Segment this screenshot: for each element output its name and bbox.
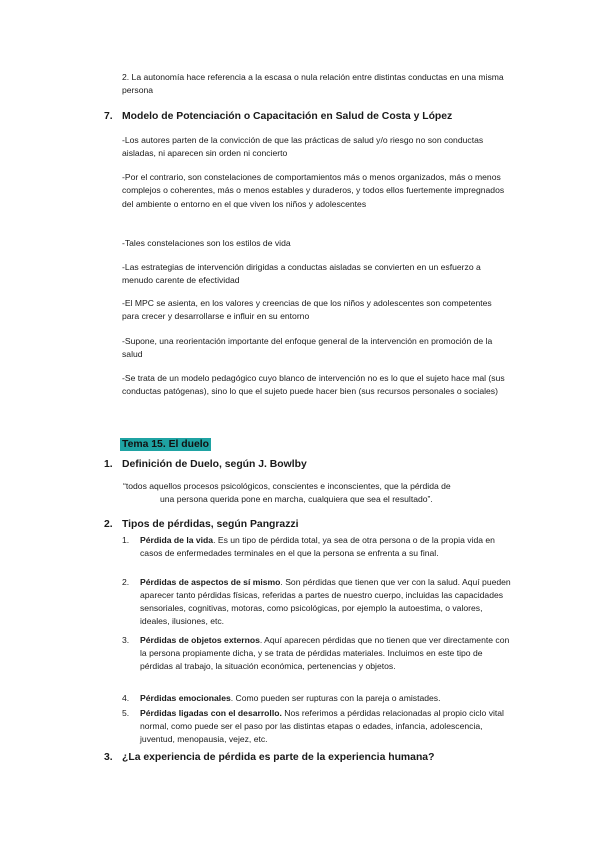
paragraph: -Se trata de un modelo pedagógico cuyo blanco de intervención no es lo que el sujeto hace mal (sus conductas patógenas), sino lo que el sujeto puede hacer bien (sus recursos personales o sociales) [122, 373, 505, 397]
list-item-term: Pérdida de la vida [140, 535, 214, 545]
list-item-text: Nos referimos a pérdidas relacionadas al propio ciclo vital normal, como puede ser el paso por las distintas etapas o edades, infancia, adolescencia, juventud, menopausia, vejez, etc. [140, 708, 504, 745]
heading-number: 2. [104, 519, 113, 530]
section-7-number: 7. [104, 111, 113, 122]
list-item-term: Pérdidas de aspectos de sí mismo [140, 577, 281, 587]
quote-line-1: “todos aquellos procesos psicológicos, conscientes e inconscientes, que la pérdida de [123, 481, 451, 491]
heading-title: ¿La experiencia de pérdida es parte de la experiencia humana? [122, 752, 435, 763]
paragraph-autonomia: 2. La autonomía hace referencia a la escasa o nula relación entre distintas conductas en una misma persona [122, 72, 504, 96]
list-item-number: 4. [122, 693, 130, 703]
list-item-term: Pérdidas de objetos externos [140, 635, 260, 645]
heading-title: Tipos de pérdidas, según Pangrazzi [122, 519, 299, 530]
paragraph: -Supone, una reorientación importante del enfoque general de la intervención en promoción de la salud [122, 336, 493, 360]
list-item-text: . Aquí aparecen pérdidas que no tienen que ver directamente con la persona propiamente dicha, y se trata de pérdidas materiales. Incluimos en este tipo de pérdidas al trabajo, la situación económica, pertenencias y objetos. [140, 635, 510, 672]
paragraph: -Por el contrario, son constelaciones de comportamientos más o menos organizados, más o menos complejos o coherentes, más o menos estables y duraderos, y todos ellos fuertemente impregnados del ambiente o entorno en el que viven los niños y adolescentes [122, 172, 505, 209]
paragraph: -El MPC se asienta, en los valores y creencias de que los niños y adolescentes son competentes para crecer y desarrollarse e influir en su entorno [122, 298, 492, 322]
heading-number: 1. [104, 459, 113, 470]
bowlby-quote [123, 480, 509, 507]
list-item-term: Pérdidas emocionales [140, 693, 231, 703]
list-item-text: . Es un tipo de pérdida total, ya sea de otra persona o de la propia vida en casos de enfermedades terminales en el que la persona se enfrenta a su final. [140, 535, 495, 559]
paragraph: -Tales constelaciones son los estilos de vida [122, 238, 291, 248]
heading-title: Definición de Duelo, según J. Bowlby [122, 459, 307, 470]
list-item-text: . Como pueden ser rupturas con la pareja o amistades. [230, 693, 441, 703]
list-item-number: 5. [122, 708, 130, 718]
list-item-number: 2. [122, 577, 130, 587]
quote-line-2: una persona querida pone en marcha, cualquiera que sea el resultado”. [160, 494, 433, 505]
heading-number: 3. [104, 752, 113, 763]
tema-heading: Tema 15. El duelo [122, 439, 210, 450]
list-item-term: Pérdidas ligadas con el desarrollo. [140, 708, 282, 718]
list-item-text: . Son pérdidas que tienen que ver con la salud. Aquí pueden aparecer tanto pérdidas físicas, referidas a partes de nuestro cuerpo, incluidas las capacidades sensoriales, cognitivas, motoras, como psicológicas, por ejemplo la autoestima, o valores, ideales, ilusiones, etc. [140, 577, 511, 627]
list-item-number: 3. [122, 635, 130, 645]
section-7-title: Modelo de Potenciación o Capacitación en Salud de Costa y López [122, 111, 453, 122]
list-item-number: 1. [122, 535, 130, 545]
paragraph: -Los autores parten de la convicción de que las prácticas de salud y/o riesgo no son conductas aisladas, ni aparecen sin orden ni concierto [122, 135, 484, 159]
paragraph: -Las estrategias de intervención dirigidas a conductas aisladas se convierten en un esfuerzo a menudo carente de efectividad [122, 262, 481, 286]
